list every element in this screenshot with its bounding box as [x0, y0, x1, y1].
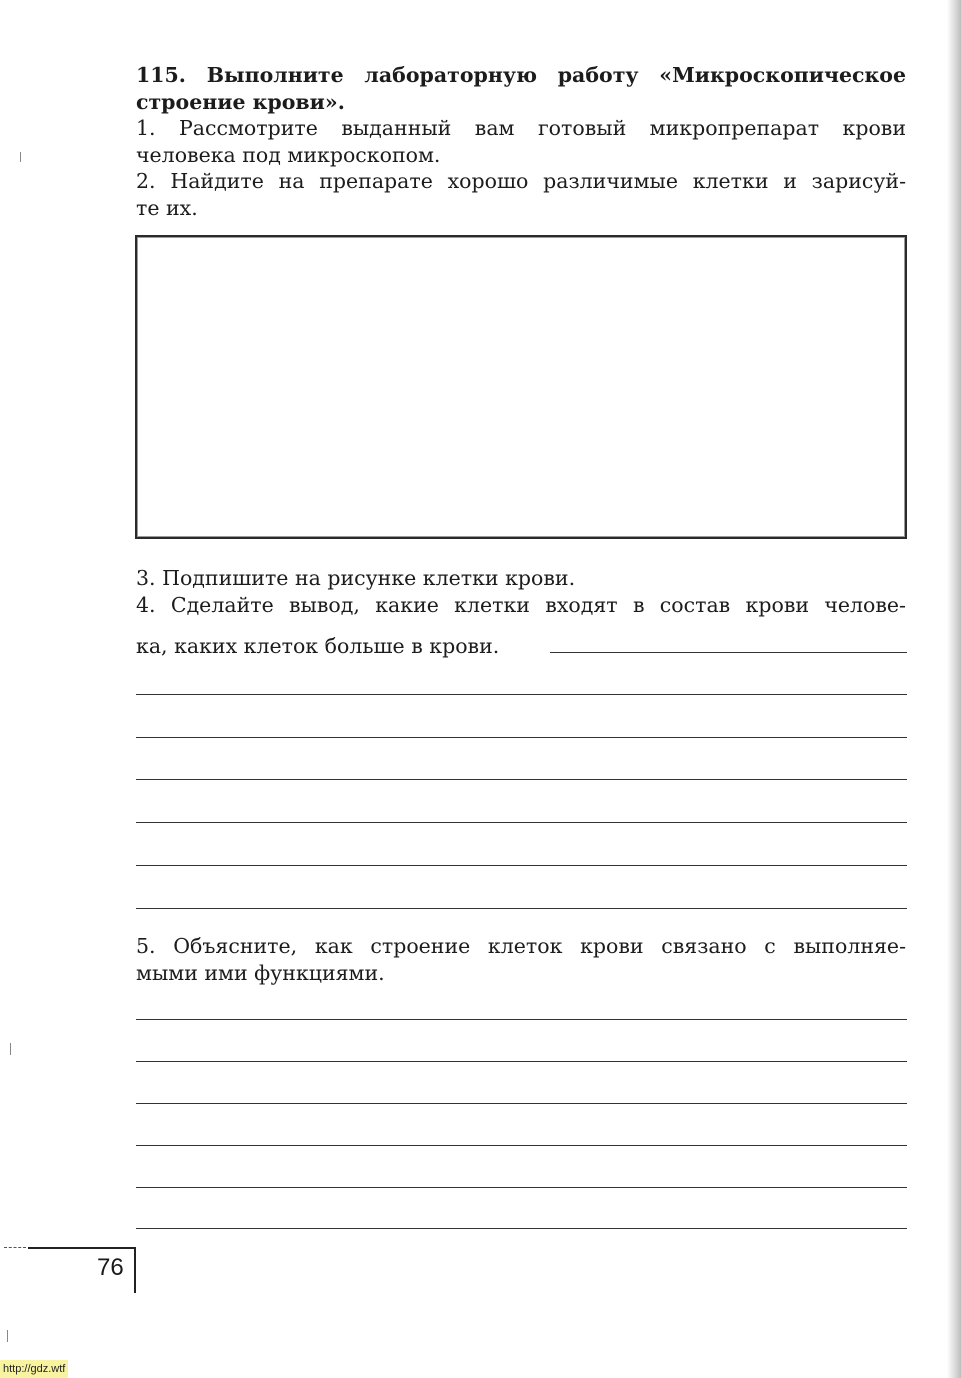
- drawing-box[interactable]: [135, 235, 907, 539]
- answer-line-5-2[interactable]: [136, 1061, 907, 1062]
- answer-line-5-1[interactable]: [136, 1019, 907, 1020]
- task-title-line-1: [136, 62, 906, 89]
- page-corner-rule: [28, 1247, 136, 1249]
- step-4-line-1: 4. Сделайте вывод, какие клетки входят в состав крови челове-: [136, 593, 906, 617]
- step-3: 3. Подпишите на рисунке клетки крови.: [136, 566, 576, 590]
- scan-mark: [10, 1043, 11, 1055]
- answer-line-4-6[interactable]: [136, 908, 907, 909]
- answer-line-4-5[interactable]: [136, 865, 907, 866]
- step-2-line-2: те их.: [136, 196, 198, 220]
- answer-line-5-6[interactable]: [136, 1228, 907, 1229]
- page-edge-shadow: [947, 0, 961, 1378]
- page-corner-divider: [134, 1247, 136, 1293]
- scan-mark: [20, 152, 21, 162]
- step-5-line-1: 5. Объясните, как строение клеток крови связано с выполняе-: [136, 934, 906, 958]
- scan-mark: [7, 1330, 8, 1342]
- page-number: 76: [97, 1254, 124, 1281]
- answer-line-4-inline[interactable]: [550, 652, 907, 653]
- answer-line-5-4[interactable]: [136, 1145, 907, 1146]
- task-title-line-2: строение крови».: [136, 90, 345, 114]
- answer-line-4-1[interactable]: [136, 694, 907, 695]
- step-2-line-1: 2. Найдите на препарате хорошо различимые клетки и зарисуй-: [136, 169, 906, 193]
- answer-line-5-3[interactable]: [136, 1103, 907, 1104]
- step-1-line-2: человека под микроскопом.: [136, 143, 441, 167]
- step-1-line-1: 1. Рассмотрите выданный вам готовый микропрепарат крови: [136, 116, 906, 140]
- answer-line-5-5[interactable]: [136, 1187, 907, 1188]
- step-4-line-2: ка, каких клеток больше в крови.: [136, 634, 500, 658]
- task-number: 115.: [136, 63, 186, 87]
- answer-line-4-3[interactable]: [136, 779, 907, 780]
- step-5-line-2: мыми ими функциями.: [136, 961, 385, 985]
- page-corner-dash: [4, 1247, 26, 1248]
- answer-line-4-2[interactable]: [136, 737, 907, 738]
- task-title-part-1: Выполните лабораторную работу «Микроскопическое: [206, 63, 907, 87]
- answer-line-4-4[interactable]: [136, 822, 907, 823]
- source-url-label: http://gdz.wtf: [0, 1360, 68, 1378]
